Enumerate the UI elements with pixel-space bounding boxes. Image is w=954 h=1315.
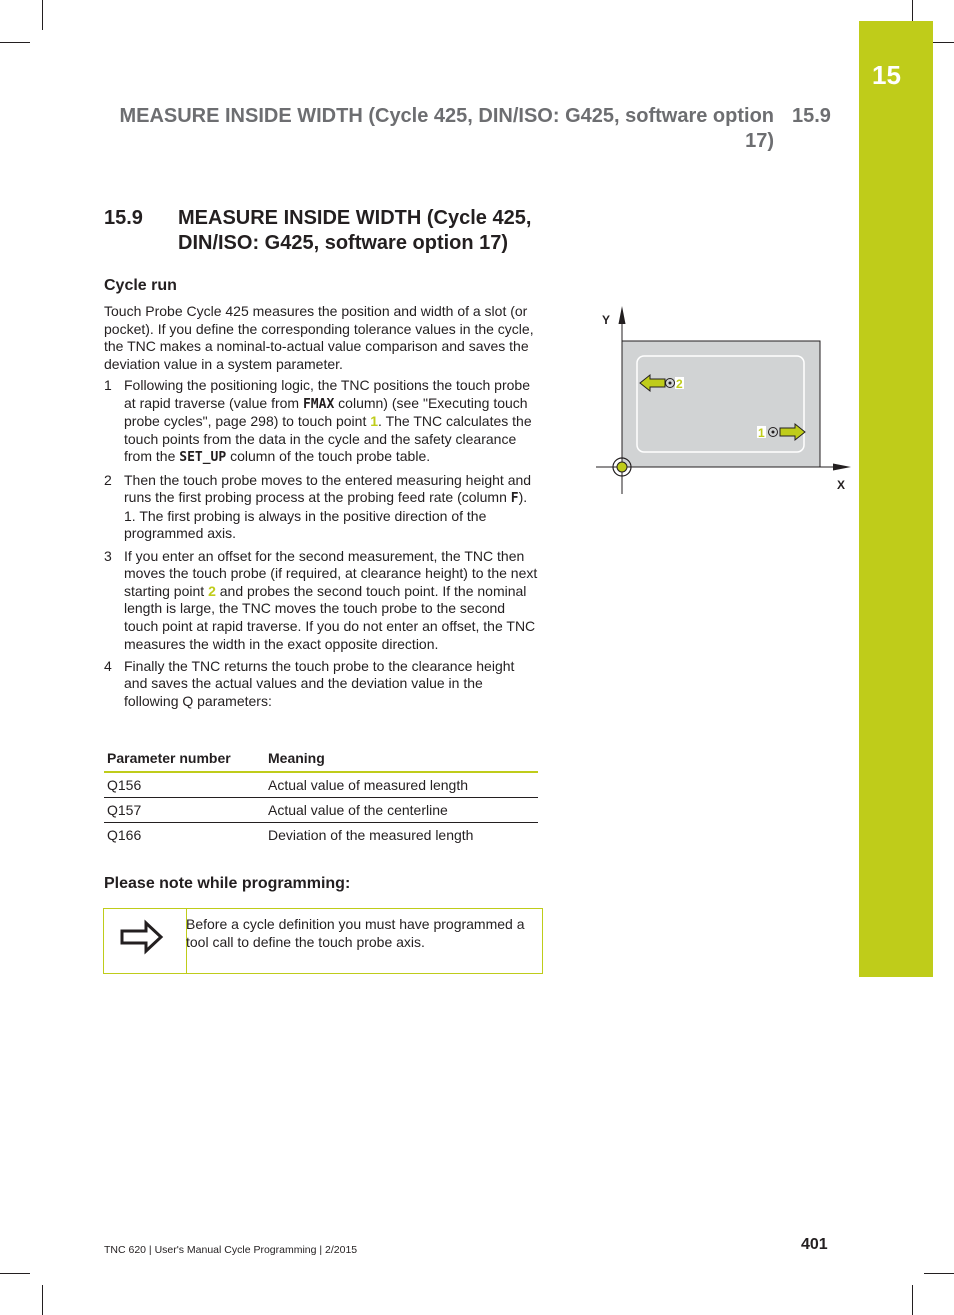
list-item xyxy=(104,548,540,654)
arrow-right-icon xyxy=(120,919,164,955)
note-text: Before a cycle definition you must have programmed a tool call to define the touch probe axis. xyxy=(186,916,525,950)
meaning-cell: Actual value of measured length xyxy=(265,772,538,798)
crop-mark xyxy=(42,0,43,30)
point-2-label: 2 xyxy=(676,377,683,391)
table-row xyxy=(104,772,538,798)
table-row xyxy=(104,798,538,823)
list-item xyxy=(104,377,540,467)
parameter-cell: Q156 xyxy=(104,772,265,798)
crop-mark xyxy=(0,1273,30,1274)
y-axis-label: Y xyxy=(602,313,611,327)
chapter-number: 15 xyxy=(872,60,901,90)
cycle-run-intro: Touch Probe Cycle 425 measures the position and width of a slot (or pocket). If you define the corresponding tolerance values in the cycle, the TNC makes a nominal-to-actual value comparison and saves the deviation value in a system parameter. xyxy=(104,303,534,372)
step-text: Following the positioning logic, the TNC positions the touch probe at rapid traverse (value from FMAX column) (see "Executing touch probe cycles", page 298) to touch point 1. The TNC calculates the touch points from the data in the cycle and the safety clearance from the SET_UP column of the touch probe table. xyxy=(124,377,532,466)
note-heading: Please note while programming: xyxy=(104,875,351,892)
table-row xyxy=(104,823,538,848)
slot xyxy=(637,356,804,452)
code-f: F xyxy=(510,491,519,507)
step-text: Then the touch probe moves to the entered measuring height and runs the first probing process at the probing feed rate (column F). 1. The first probing is always in the positive direction of the programmed axis. xyxy=(124,471,532,542)
point-1-label: 1 xyxy=(758,426,765,440)
step-number: 4 xyxy=(104,657,112,674)
meaning-cell: Actual value of the centerline xyxy=(265,798,538,823)
running-header-title: MEASURE INSIDE WIDTH (Cycle 425, DIN/ISO: G425, software option 17) xyxy=(119,105,774,152)
column-header-parameter: Parameter number xyxy=(104,748,265,772)
x-axis-label: X xyxy=(837,478,846,492)
crop-mark xyxy=(912,1285,913,1315)
crop-mark xyxy=(42,1285,43,1315)
x-axis-arrowhead xyxy=(833,464,851,471)
column-header-meaning: Meaning xyxy=(265,748,538,772)
parameter-cell: Q166 xyxy=(107,827,142,843)
parameter-cell: Q157 xyxy=(104,798,265,823)
step-number: 1 xyxy=(104,377,112,393)
crop-mark xyxy=(924,1273,954,1274)
cycle-run-heading: Cycle run xyxy=(104,277,177,294)
step-number: 2 xyxy=(104,471,112,488)
running-header-section: 15.9 xyxy=(792,105,831,127)
crop-mark xyxy=(0,42,30,43)
section-number: 15.9 xyxy=(104,207,143,229)
step-text: Finally the TNC returns the touch probe to the clearance height and saves the actual values and the deviation value in the following Q parameters: xyxy=(124,657,515,709)
point-1-ref: 1 xyxy=(370,413,379,430)
meaning-cell: Deviation of the measured length xyxy=(268,827,474,843)
cycle-run-steps xyxy=(104,377,540,715)
code-set-up: SET_UP xyxy=(179,450,227,466)
point-2-ref: 2 xyxy=(208,582,216,599)
q-parameters-table xyxy=(104,748,538,847)
section-title: MEASURE INSIDE WIDTH (Cycle 425, DIN/ISO: G425, software option 17) xyxy=(178,207,532,254)
list-item xyxy=(104,472,540,543)
code-fmax: FMAX xyxy=(302,396,335,412)
step-number: 3 xyxy=(104,547,112,564)
page-number: 401 xyxy=(801,1236,828,1253)
footer-text: TNC 620 | User's Manual Cycle Programming | 2/2015 xyxy=(104,1244,358,1256)
y-axis-arrowhead xyxy=(619,306,626,324)
chapter-tab xyxy=(859,21,933,977)
step-text: If you enter an offset for the second measurement, the TNC then moves the touch probe (if required, at clearance height) to the next starting point 2 and probes the second touch point. If the nominal length is large, the TNC moves the touch probe to the second touch point at rapid traverse. If you do not enter an offset, the TNC measures the width in the exact opposite direction. xyxy=(124,547,538,652)
table-header-row xyxy=(104,748,538,772)
slot-measurement-figure xyxy=(596,306,856,496)
list-item xyxy=(104,658,540,711)
